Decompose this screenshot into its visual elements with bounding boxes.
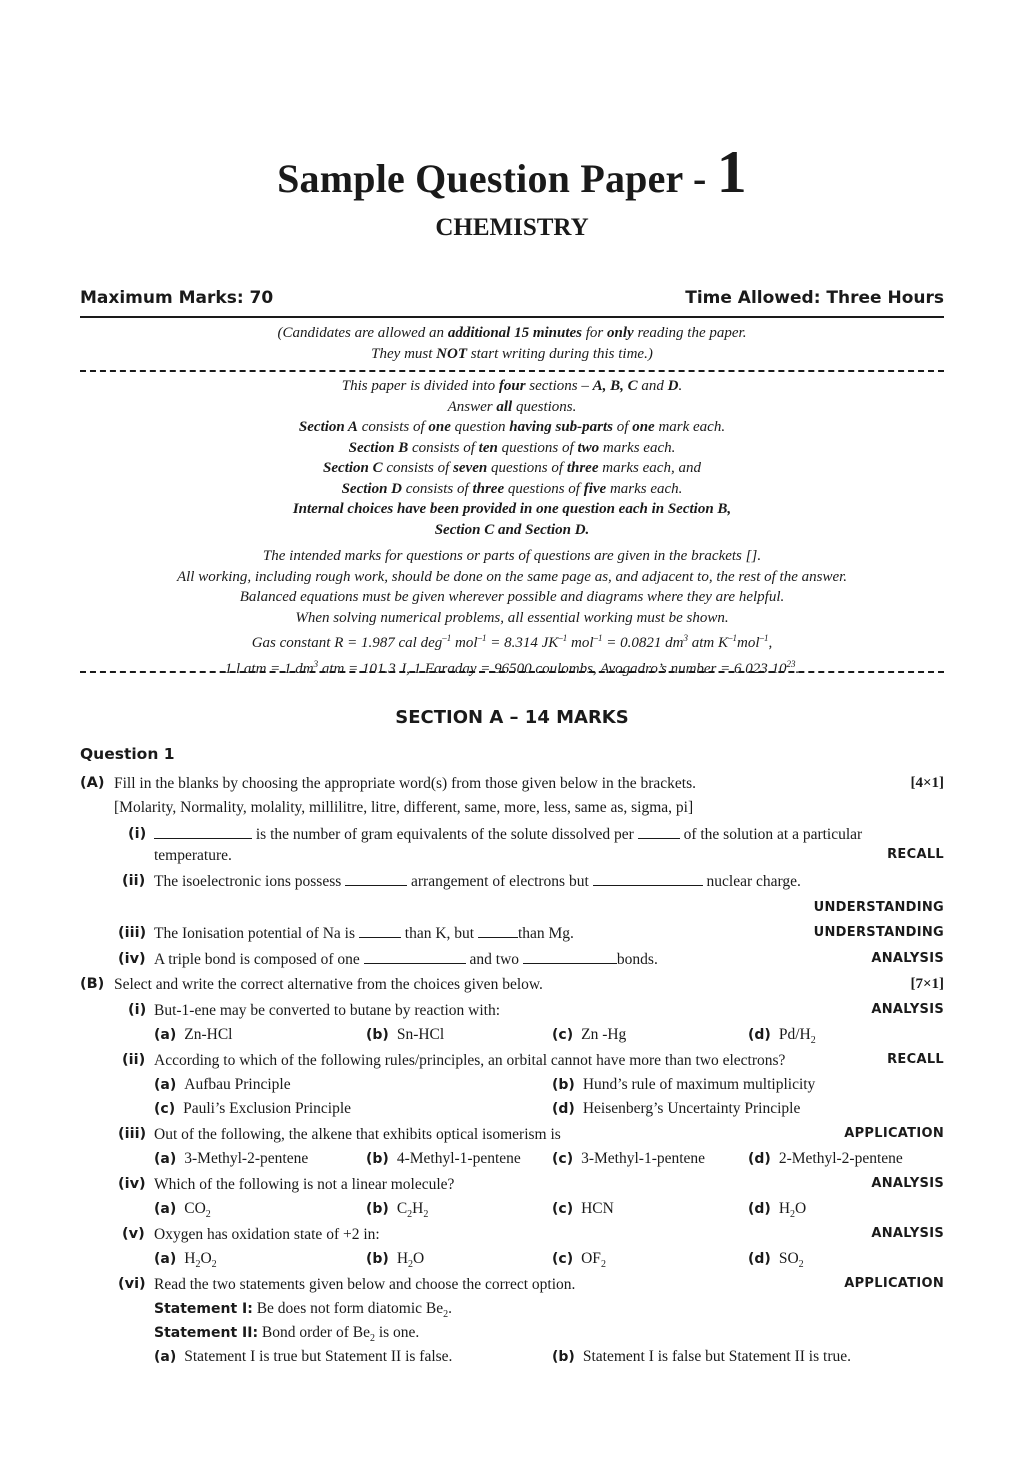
header-rule bbox=[80, 316, 944, 318]
subject-heading: CHEMISTRY bbox=[435, 214, 589, 241]
paper-number: 1 bbox=[716, 139, 747, 205]
reading-note: (Candidates are allowed an additional 15 minutes for only reading the paper. They must NOT start writing during this time.) bbox=[277, 325, 747, 362]
time-allowed: Time Allowed: Three Hours bbox=[685, 288, 944, 308]
page-title bbox=[80, 138, 944, 207]
instructions: This paper is divided into four sections – A, B, C and D. Answer all questions. Section A consists of one question having sub-parts of one mark each. Section B consists of ten questions of two marks each. Section C consists of seven questions of three marks each, and Section D consists of three questions of five marks each. Internal choices have been provided in one question each in Section B, Section C and Section D. The intended marks for questions or parts of questions are given in the brackets []. All working, including rough work, should be done on the same page as, and adjacent to, the rest of the answer. Balanced equations must be given wherever possible and diagrams where they are helpful. When solving numerical problems, all essential working must be shown. Gas constant R = 1.987 cal deg$^{-1}$ mol$^{-1}$ = 8.314 $JK^{-1}$ mol$^{-1}$ = 0.0821 $dm^3$ atm $K^{-1}mol^{-1}$, 1 l atm = 1 $dm^3$ atm = 101.3 J, 1 Faraday = 96500 coulombs, Avogadro’s number = 6.023 $10^{23}$. bbox=[176, 378, 848, 677]
tag-understanding: UNDERSTANDING bbox=[813, 900, 944, 915]
part-b-marks: [7×1] bbox=[910, 976, 944, 992]
tag-analysis: ANALYSIS bbox=[871, 951, 944, 966]
part-a-marks: [4×1] bbox=[910, 775, 944, 791]
title-text: Sample Question Paper - bbox=[277, 156, 717, 201]
tag-recall: RECALL bbox=[887, 847, 944, 862]
tag-understanding: UNDERSTANDING bbox=[813, 925, 944, 940]
max-marks: Maximum Marks: 70 bbox=[80, 288, 274, 308]
dashed-divider-top bbox=[80, 370, 944, 372]
dashed-divider-bottom bbox=[80, 671, 944, 673]
section-a-heading: SECTION A – 14 MARKS bbox=[395, 707, 629, 728]
marks-row bbox=[80, 288, 944, 308]
question-1-label: Question 1 bbox=[80, 745, 175, 763]
